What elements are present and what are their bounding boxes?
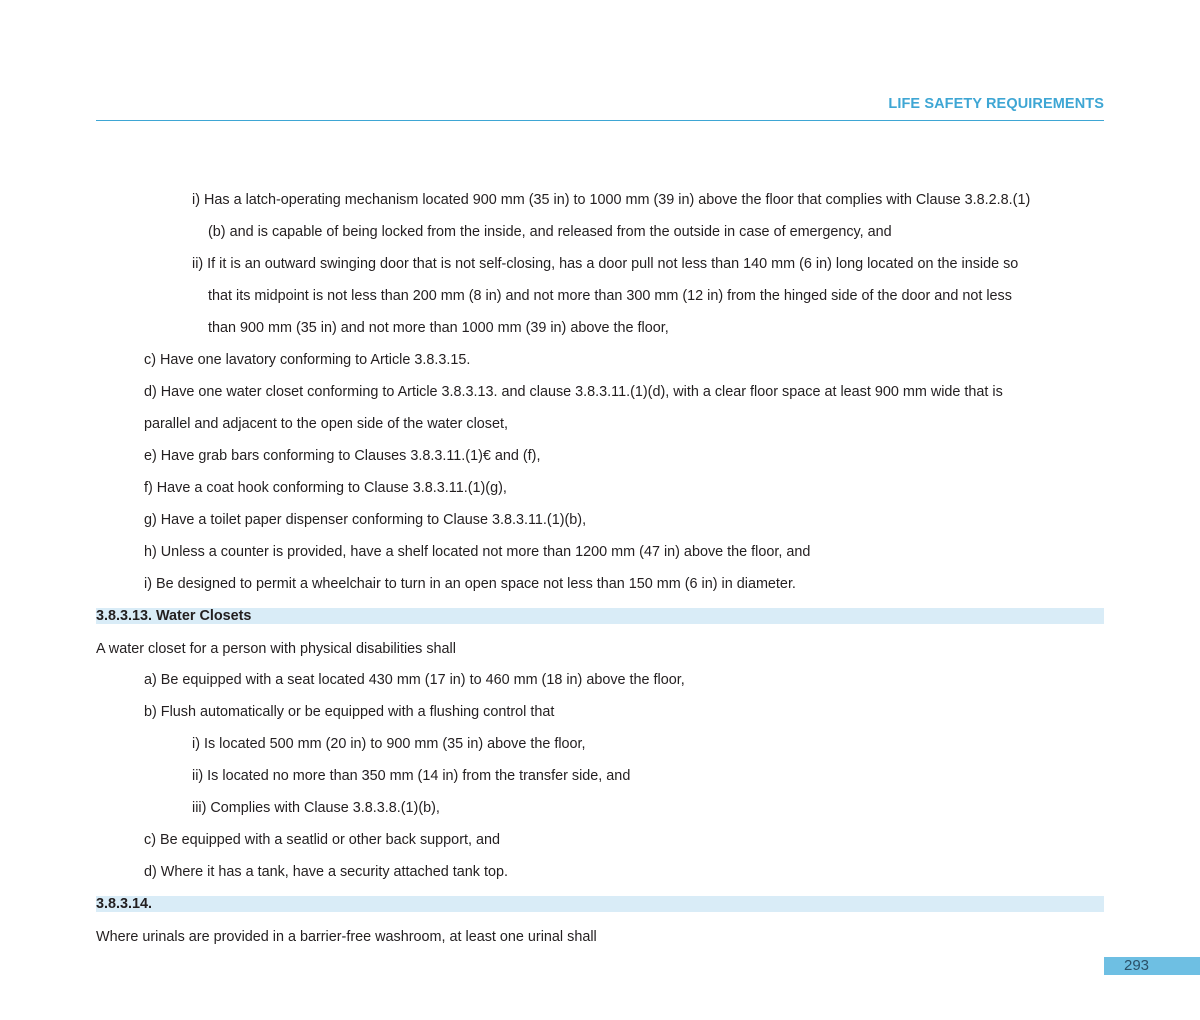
body-line: b) Flush automatically or be equipped with a flushing control that xyxy=(144,704,555,720)
body-line: ii) If it is an outward swinging door that is not self-closing, has a door pull not less than 140 mm (6 in) long located on the inside so xyxy=(192,256,1019,272)
body-line: d) Have one water closet conforming to Article 3.8.3.13. and clause 3.8.3.11.(1)(d), with a clear floor space at least 900 mm wide that is xyxy=(144,384,1003,400)
body-line: iii) Complies with Clause 3.8.3.8.(1)(b), xyxy=(192,800,440,816)
body-line: i) Is located 500 mm (20 in) to 900 mm (35 in) above the floor, xyxy=(192,736,586,752)
page-number-box xyxy=(1104,957,1200,975)
body-line: than 900 mm (35 in) and not more than 1000 mm (39 in) above the floor, xyxy=(208,320,669,336)
body-line: d) Where it has a tank, have a security attached tank top. xyxy=(144,864,508,880)
body-line: c) Have one lavatory conforming to Article 3.8.3.15. xyxy=(144,352,471,368)
body-line: h) Unless a counter is provided, have a shelf located not more than 1200 mm (47 in) above the floor, and xyxy=(144,544,811,560)
body-line: g) Have a toilet paper dispenser conforming to Clause 3.8.3.11.(1)(b), xyxy=(144,512,587,528)
body-line: (b) and is capable of being locked from the inside, and released from the outside in case of emergency, and xyxy=(208,224,892,240)
body-line: that its midpoint is not less than 200 mm (8 in) and not more than 300 mm (12 in) from the hinged side of the door and not less xyxy=(208,288,1012,304)
body-line: i) Has a latch-operating mechanism located 900 mm (35 in) to 1000 mm (39 in) above the floor that complies with Clause 3.8.2.8.(1) xyxy=(192,192,1031,208)
body-line: Where urinals are provided in a barrier-free washroom, at least one urinal shall xyxy=(96,929,597,945)
body-line: f) Have a coat hook conforming to Clause 3.8.3.11.(1)(g), xyxy=(144,480,507,496)
body-line: parallel and adjacent to the open side of the water closet, xyxy=(144,416,509,432)
section-heading: 3.8.3.14. xyxy=(96,896,153,912)
body-line: A water closet for a person with physical disabilities shall xyxy=(96,641,456,657)
body-line: i) Be designed to permit a wheelchair to turn in an open space not less than 150 mm (6 in) in diameter. xyxy=(144,576,796,592)
running-header-title: LIFE SAFETY REQUIREMENTS xyxy=(888,96,1104,112)
header-rule xyxy=(96,120,1104,121)
body-line: e) Have grab bars conforming to Clauses 3.8.3.11.(1)€ and (f), xyxy=(144,448,541,464)
body-line: ii) Is located no more than 350 mm (14 in) from the transfer side, and xyxy=(192,768,631,784)
page-number: 293 xyxy=(1124,957,1150,974)
body-line: a) Be equipped with a seat located 430 mm (17 in) to 460 mm (18 in) above the floor, xyxy=(144,672,685,688)
section-bar xyxy=(96,896,1104,912)
section-heading: 3.8.3.13. Water Closets xyxy=(96,608,252,624)
body-line: c) Be equipped with a seatlid or other back support, and xyxy=(144,832,500,848)
